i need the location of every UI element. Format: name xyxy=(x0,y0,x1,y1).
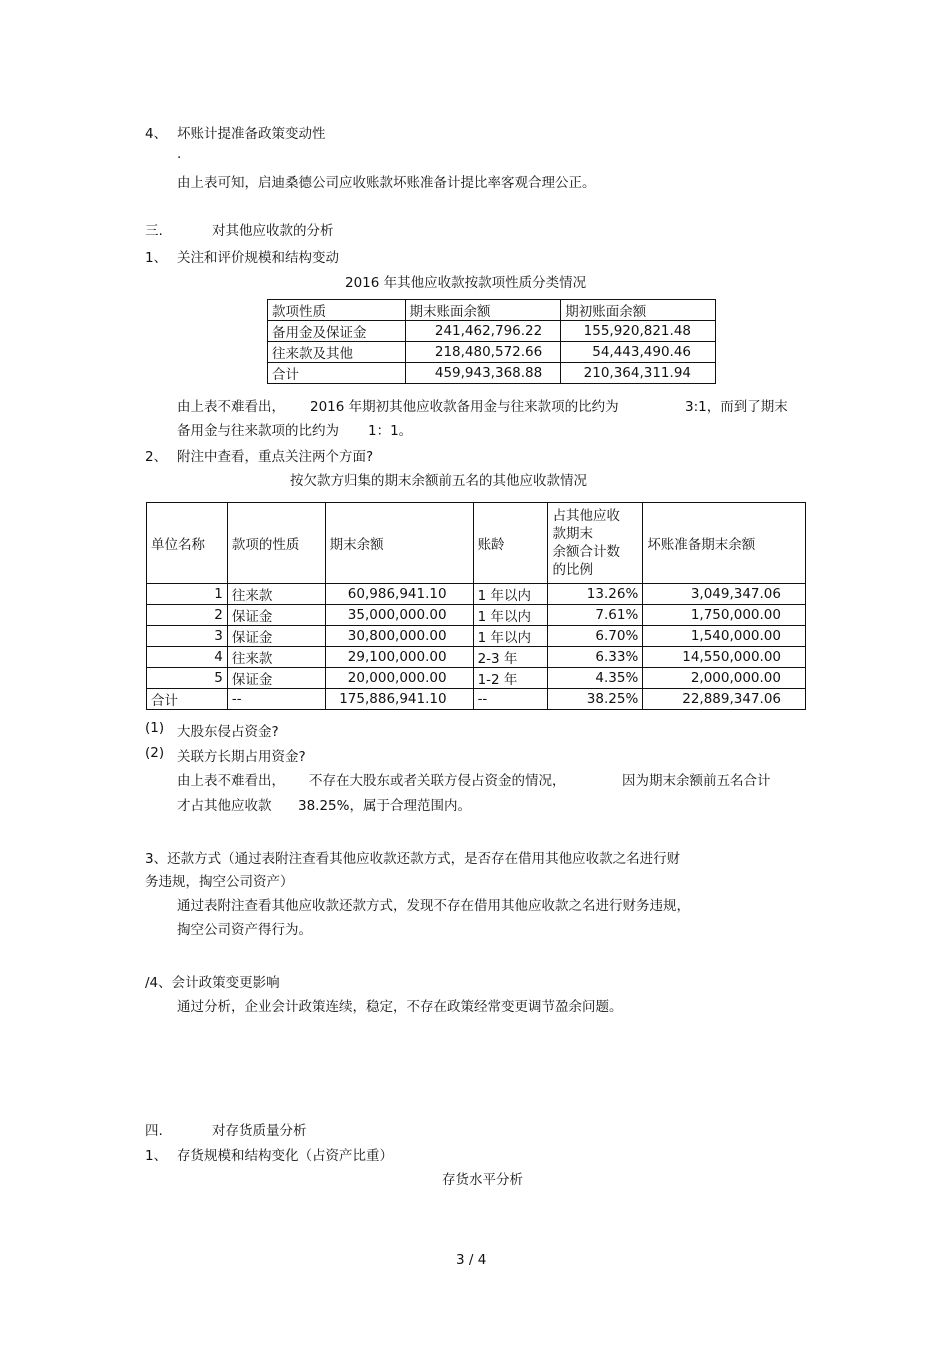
paragraph: 掏空公司资产得行为。 xyxy=(177,922,312,938)
cell: 合计 xyxy=(268,363,406,384)
header-cell: 期末账面余额 xyxy=(405,300,561,321)
item-title: 附注中查看，重点关注两个方面? xyxy=(177,449,374,465)
table-row xyxy=(268,321,716,342)
cell: 30,800,000.00 xyxy=(325,626,473,647)
table-total-row xyxy=(147,689,806,710)
header-line: 占其他应收 xyxy=(552,508,620,524)
cell: 4 xyxy=(147,647,228,668)
cell: 1 xyxy=(147,584,228,605)
table-row xyxy=(147,647,806,668)
dot-mark: . xyxy=(177,146,182,162)
table-caption: 2016 年其他应收款按款项性质分类情况 xyxy=(345,275,587,291)
cell: -- xyxy=(227,689,325,710)
header-cell: 单位名称 xyxy=(147,503,228,584)
cell: 241,462,796.22 xyxy=(405,321,561,342)
paragraph: 由上表可知，启迪桑德公司应收账款坏账准备计提比率客观合理公正。 xyxy=(177,175,596,191)
table-row xyxy=(147,605,806,626)
cell: 175,886,941.10 xyxy=(325,689,473,710)
paragraph-part: 2016 年期初其他应收款备用金与往来款项的比约为 xyxy=(310,399,619,415)
header-cell: 款项的性质 xyxy=(227,503,325,584)
paragraph-part: 由上表不难看出， xyxy=(177,773,285,789)
header-line: 余额合计数 xyxy=(552,544,620,560)
paragraph-part: 因为期末余额前五名合计 xyxy=(622,773,771,789)
cell: 往来款 xyxy=(227,584,325,605)
header-line: 款期末 xyxy=(552,526,593,542)
header-cell: 期末余额 xyxy=(325,503,473,584)
cell: 3,049,347.06 xyxy=(643,584,806,605)
section-title: 对其他应收款的分析 xyxy=(212,223,334,239)
question-number: (1) xyxy=(145,720,165,736)
table-row xyxy=(147,626,806,647)
cell: 3 xyxy=(147,626,228,647)
cell: 54,443,490.46 xyxy=(561,342,716,363)
cell: 35,000,000.00 xyxy=(325,605,473,626)
cell: 22,889,347.06 xyxy=(643,689,806,710)
classification-table xyxy=(267,299,716,384)
cell: 5 xyxy=(147,668,228,689)
item-title: 关注和评价规模和结构变动 xyxy=(177,250,339,266)
paragraph-part: 1：1。 xyxy=(368,423,413,439)
cell: 38.25% xyxy=(548,689,643,710)
cell: 2-3 年 xyxy=(473,647,548,668)
table-row xyxy=(268,342,716,363)
header-line: 的比例 xyxy=(552,562,593,578)
cell: 29,100,000.00 xyxy=(325,647,473,668)
section-title: 对存货质量分析 xyxy=(212,1123,307,1139)
cell: 保证金 xyxy=(227,626,325,647)
item-title: /4、会计政策变更影响 xyxy=(145,975,280,991)
cell: 7.61% xyxy=(548,605,643,626)
item-number: 2、 xyxy=(145,449,168,465)
table-header-row xyxy=(147,503,806,584)
item-title: 务违规，掏空公司资产） xyxy=(145,874,294,890)
paragraph-part: 38.25%，属于合理范围内。 xyxy=(298,798,471,814)
cell: 2 xyxy=(147,605,228,626)
paragraph: 通过分析，企业会计政策连续，稳定，不存在政策经常变更调节盈余问题。 xyxy=(177,999,623,1015)
cell: 往来款及其他 xyxy=(268,342,406,363)
paragraph-part: 才占其他应收款 xyxy=(177,798,272,814)
header-cell-ratio xyxy=(548,503,643,584)
cell: 1-2 年 xyxy=(473,668,548,689)
paragraph-part: 不存在大股东或者关联方侵占资金的情况， xyxy=(309,773,566,789)
table-row xyxy=(147,668,806,689)
top-five-table xyxy=(146,502,806,710)
cell: 1 年以内 xyxy=(473,605,548,626)
cell: 13.26% xyxy=(548,584,643,605)
cell: 210,364,311.94 xyxy=(561,363,716,384)
header-cell: 坏账准备期末余额 xyxy=(643,503,806,584)
cell: 1,540,000.00 xyxy=(643,626,806,647)
cell: 14,550,000.00 xyxy=(643,647,806,668)
question-text: 大股东侵占资金? xyxy=(177,724,279,740)
header-cell: 账龄 xyxy=(473,503,548,584)
item-number: 1、 xyxy=(145,1148,168,1164)
cell: 218,480,572.66 xyxy=(405,342,561,363)
cell: 合计 xyxy=(147,689,228,710)
header-cell: 款项性质 xyxy=(268,300,406,321)
cell: 保证金 xyxy=(227,605,325,626)
cell: 1,750,000.00 xyxy=(643,605,806,626)
paragraph-part: 3:1，而到了期末 xyxy=(685,399,788,415)
cell: -- xyxy=(473,689,548,710)
table-header-row xyxy=(268,300,716,321)
paragraph-part: 备用金与往来款项的比约为 xyxy=(177,423,339,439)
cell: 60,986,941.10 xyxy=(325,584,473,605)
question-text: 关联方长期占用资金? xyxy=(177,749,306,765)
table-caption: 存货水平分析 xyxy=(442,1172,523,1188)
question-number: (2) xyxy=(145,745,165,761)
cell: 保证金 xyxy=(227,668,325,689)
cell: 20,000,000.00 xyxy=(325,668,473,689)
item-title: 3、还款方式（通过表附注查看其他应收款还款方式，是否存在借用其他应收款之名进行财 xyxy=(145,851,681,867)
cell: 备用金及保证金 xyxy=(268,321,406,342)
cell: 2,000,000.00 xyxy=(643,668,806,689)
cell: 155,920,821.48 xyxy=(561,321,716,342)
cell: 6.33% xyxy=(548,647,643,668)
cell: 1 年以内 xyxy=(473,626,548,647)
item-title: 坏账计提准备政策变动性 xyxy=(177,126,326,142)
table-row xyxy=(147,584,806,605)
cell: 459,943,368.88 xyxy=(405,363,561,384)
page-number: 3 / 4 xyxy=(456,1252,487,1268)
cell: 1 年以内 xyxy=(473,584,548,605)
table-caption: 按欠款方归集的期末余额前五名的其他应收款情况 xyxy=(290,473,587,489)
section-number: 四. xyxy=(145,1123,163,1139)
paragraph: 通过表附注查看其他应收款还款方式，发现不存在借用其他应收款之名进行财务违规， xyxy=(177,898,690,914)
cell: 6.70% xyxy=(548,626,643,647)
item-number: 1、 xyxy=(145,250,168,266)
item-title: 存货规模和结构变化（占资产比重） xyxy=(177,1148,393,1164)
cell: 往来款 xyxy=(227,647,325,668)
paragraph-part: 由上表不难看出， xyxy=(177,399,285,415)
cell: 4.35% xyxy=(548,668,643,689)
section-number: 三. xyxy=(145,223,163,239)
item-number: 4、 xyxy=(145,126,168,142)
table-row xyxy=(268,363,716,384)
header-cell: 期初账面余额 xyxy=(561,300,716,321)
